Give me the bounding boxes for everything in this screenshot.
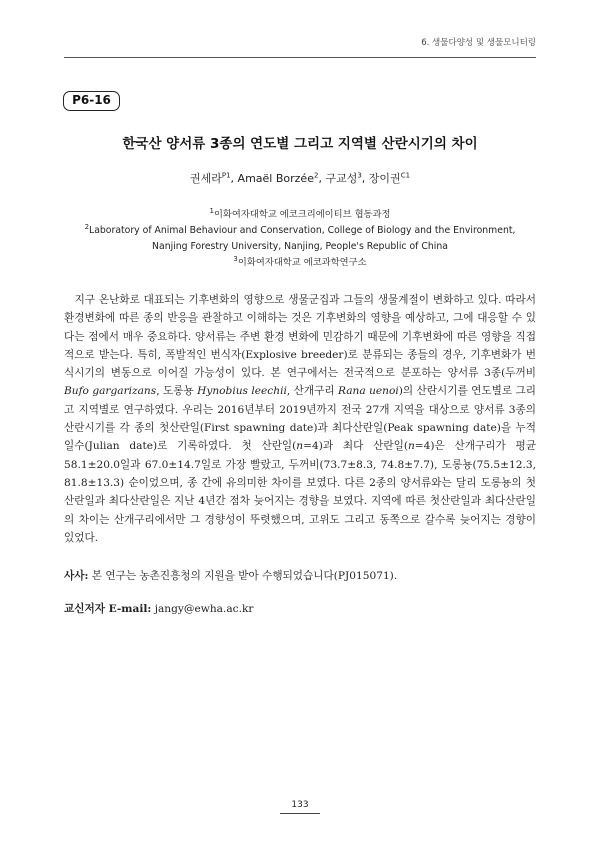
author-affiliation-mark: P1: [221, 171, 231, 180]
corresponding-email: jangy@ewha.ac.kr: [151, 603, 254, 615]
author: [190, 172, 238, 185]
chapter-header: 6. 생물다양성 및 생물모니터링: [421, 38, 536, 48]
affiliation-list: [60, 207, 540, 271]
abstract-text: 지구 온난화로 대표되는 기후변화의 영향으로 생물군집과 그들의 생물계절이 변화하고 있다. 따라서 환경변화에 따른 종의 반응을 관찰하고 이해하는 것은 기후변화의 영향을 예상하고, 그에 대응할 수 있다는 점에서 매우 중요하다. 양서류는 주변 환경 변화에 민감하기 때문에 기후변화에 따른 영향을 직접적으로 받는다. 특히, 폭발적인 번식자(Explosive breeder)로 분류되는 종들의 경우, 기후변화가 번식시기의 변동으로 이어질 가능성이 있다. 본 연구에서는 전국적으로 분포하는 양서류 3종(두꺼비: [64, 294, 536, 380]
affiliation-line: [60, 223, 540, 239]
abstract-text: =4)은 산개구리가 평균 58.1±20.0일과 67.0±14.7일로 가장 빨랐고, 두꺼비(73.7±8.3, 74.8±7.7), 도롱뇽(75.5±12.3, 81.8±13.3) 순이었으며, 종 간에 유의미한 차이를 보였다. 다른 2종의 양서류와는 달리 도롱뇽의 첫산란일과 최다산란일은 지난 4년간 점차 늦어지는 경향을 보였다. 지역에 따른 첫산란일과 최다산란일의 차이는 산개구리에서만 그 경향성이 뚜렷했으며, 고위도 그리고 동쪽으로 갈수록 늦어지는 경향이 있었다.: [64, 440, 536, 544]
footer-rule: [280, 813, 320, 814]
header-rule: [64, 57, 536, 58]
author-separator: ,: [230, 172, 238, 185]
abstract-italic-term: Bufo gargarizans: [64, 385, 157, 398]
abstract-paragraph: [64, 291, 536, 547]
author-list: [64, 170, 536, 186]
abstract-text: =4)과 최다 산란일(: [303, 440, 408, 453]
acknowledgement-label: 사사:: [64, 570, 89, 582]
affiliation-text: 이화여자대학교 에코크리에이티브 협동과정: [213, 209, 391, 220]
abstract-text: )의 산란시기를 연도별로 그리고 지역별로 연구하였다. 우리는 2016년부터 2019년까지 전국 27개 지역을 대상으로 양서류 3종의 산란시기를 각 종의 첫산란일(First spawning date)과 최다산란일(Peak spawning date)을 누적일수(Julian date)로 기록하였다. 첫 산란일(: [64, 385, 536, 453]
author-name: 권세라: [189, 172, 222, 185]
affiliation-text: 이화여자대학교 에코과학연구소: [237, 257, 367, 268]
session-badge: P6-16: [63, 91, 120, 111]
author: [325, 172, 368, 185]
affiliation-line: [60, 207, 540, 223]
author-separator: ,: [361, 172, 369, 185]
author: [238, 172, 326, 185]
affiliation-text: Nanjing Forestry University, Nanjing, People's Republic of China: [152, 241, 448, 252]
author-name: 장이권: [368, 172, 401, 185]
author-separator: ,: [318, 172, 326, 185]
author-affiliation-mark: 3: [357, 171, 362, 180]
affiliation-mark: 3: [233, 254, 238, 263]
corresponding-author: [64, 601, 536, 616]
author-name: Amaël Borzée: [237, 172, 314, 185]
affiliation-mark: 2: [84, 222, 90, 231]
abstract-italic-term: n: [296, 440, 304, 453]
page-number: 133: [291, 800, 309, 810]
acknowledgement-text: 본 연구는 농촌진흥청의 지원을 받아 수행되었습니다(PJ015071).: [88, 570, 398, 582]
paper-title: 한국산 양서류 3종의 연도별 그리고 지역별 산란시기의 차이: [122, 136, 478, 152]
abstract-text: , 산개구리: [286, 385, 338, 398]
abstract-italic-term: Rana uenoi: [337, 385, 399, 398]
affiliation-text: Laboratory of Animal Behaviour and Conservation, College of Biology and the Environment,: [89, 225, 516, 236]
acknowledgement: [64, 568, 536, 583]
author: [369, 172, 410, 185]
abstract-italic-term: n: [407, 440, 415, 453]
author-affiliation-mark: 2: [313, 171, 319, 180]
abstract-text: , 도롱뇽: [156, 385, 198, 398]
author-name: 구교성: [325, 172, 358, 185]
abstract-italic-term: Hynobius leechii: [197, 385, 287, 398]
affiliation-line: [60, 239, 540, 255]
corresponding-label: 교신저자 E-mail:: [64, 603, 152, 615]
author-affiliation-mark: C1: [400, 171, 411, 180]
abstract-body: [64, 291, 536, 547]
affiliation-line: [60, 255, 540, 271]
affiliation-mark: 1: [209, 206, 214, 215]
